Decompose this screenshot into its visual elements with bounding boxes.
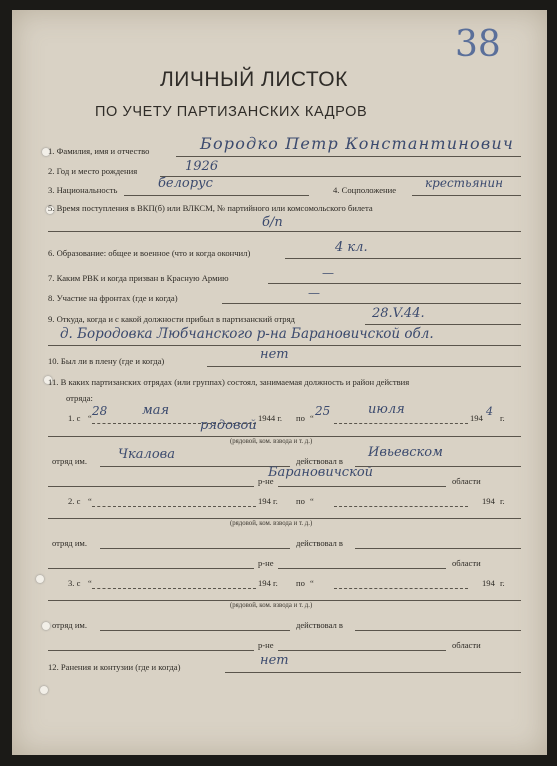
entry-2-number: 2. с	[68, 496, 81, 506]
entry-2-day-line	[92, 506, 116, 507]
field-6-value: 4 кл.	[335, 240, 368, 255]
entry-1-year-to-g: г.	[500, 413, 505, 423]
field-6-line	[285, 258, 521, 259]
field-10-line	[207, 366, 521, 367]
entry-3-year-from: 194 г.	[258, 578, 278, 588]
entry-1-otryad-line	[100, 466, 290, 467]
punch-hole	[42, 622, 50, 630]
entry-1-po: по	[296, 413, 305, 423]
field-1-value: Бородко Петр Константинович	[200, 134, 514, 153]
entry-1-rne-line-b	[278, 486, 446, 487]
entry-3-quote: “	[88, 578, 92, 588]
field-9-line-2	[48, 345, 521, 346]
entry-3-position-hint: (рядовой, ком. взвода и т. д.)	[230, 602, 313, 609]
entry-1-year-to: 194	[470, 413, 483, 423]
entry-3-deystvoval-line	[355, 630, 521, 631]
entry-2-rne-label: р-не	[258, 558, 274, 568]
field-12-label: 12. Ранения и контузии (где и когда)	[48, 662, 181, 672]
field-7-value: —	[322, 266, 334, 280]
document-subtitle: ПО УЧЕТУ ПАРТИЗАНСКИХ КАДРОВ	[95, 104, 368, 120]
entry-2-oblasti-label: области	[452, 558, 481, 568]
field-2-label: 2. Год и место рождения	[48, 166, 138, 176]
entry-1-rne-label: р-не	[258, 476, 274, 486]
entry-3-po: по	[296, 578, 305, 588]
field-3-line	[124, 195, 309, 196]
entry-1-to-day: 25	[315, 404, 331, 418]
entry-3-to-month-line	[334, 588, 468, 589]
field-3-label: 3. Национальность	[48, 185, 118, 195]
field-6-label: 6. Образование: общее и военное (что и когда окончил)	[48, 248, 251, 258]
entry-3-rne-label: р-не	[258, 640, 274, 650]
field-12-line	[225, 672, 521, 673]
field-4-label: 4. Соцположение	[333, 185, 397, 195]
entry-1-month: мая	[142, 403, 170, 418]
entry-2-otryad-line	[100, 548, 290, 549]
entry-2-deystvoval-line	[355, 548, 521, 549]
entry-1-otryad-label: отряд им.	[52, 456, 88, 466]
field-8-value: —	[308, 286, 320, 300]
entry-3-rne-line-a	[48, 650, 254, 651]
field-8-label: 8. Участие на фронтах (где и когда)	[48, 293, 178, 303]
field-9-line	[365, 324, 521, 325]
entry-2-month-line	[118, 506, 256, 507]
entry-3-position-line	[48, 600, 521, 601]
field-4-value: крестьянин	[425, 176, 504, 190]
entry-1-oblast: Барановичской	[268, 465, 374, 480]
entry-3-otryad-label: отряд им.	[52, 620, 88, 630]
field-1-line	[176, 156, 521, 157]
entry-3-number: 3. с	[68, 578, 81, 588]
field-8-line	[222, 303, 521, 304]
field-7-line	[268, 283, 521, 284]
entry-2-rne-line-a	[48, 568, 254, 569]
entry-2-rne-line-b	[278, 568, 446, 569]
field-9-value: 28.V.44.	[372, 306, 425, 321]
entry-1-number: 1. с	[68, 413, 81, 423]
field-9-value-2: д. Бородовка Любчанского р-на Барановичской обл.	[60, 326, 434, 342]
entry-3-year-to: 194	[482, 578, 495, 588]
entry-1-rne-line-a	[48, 486, 254, 487]
entry-1-detachment: Чкалова	[118, 447, 175, 462]
field-1-label: 1. Фамилия, имя и отчество	[48, 146, 150, 156]
entry-1-quote-2: “	[310, 413, 314, 423]
entry-3-year-to-g: г.	[500, 578, 505, 588]
field-11-label: 11. В каких партизанских отрядах (или группах) состоял, занимаемая должность и район действия	[48, 377, 410, 387]
field-12-value: нет	[260, 653, 289, 668]
field-7-label: 7. Каким РВК и когда призван в Красную Армию	[48, 273, 229, 283]
entry-2-quote-2: “	[310, 496, 314, 506]
entry-2-position-line	[48, 518, 521, 519]
entry-1-deystvoval-line	[355, 466, 521, 467]
entry-1-district: Ивьевском	[368, 445, 443, 460]
entry-3-otryad-line	[100, 630, 290, 631]
field-3-value: белорус	[158, 176, 213, 191]
entry-1-day-line	[92, 423, 116, 424]
entry-2-to-month-line	[334, 506, 468, 507]
entry-2-year-from: 194 г.	[258, 496, 278, 506]
entry-3-deystvoval-label: действовал в	[296, 620, 343, 630]
entry-2-po: по	[296, 496, 305, 506]
entry-3-month-line	[118, 588, 256, 589]
field-10-label: 10. Был ли в плену (где и когда)	[48, 356, 165, 366]
field-2-value: 1926	[185, 159, 219, 174]
entry-1-oblasti-label: области	[452, 476, 481, 486]
entry-1-position-line	[48, 436, 521, 437]
entry-2-year-to-g: г.	[500, 496, 505, 506]
entry-3-rne-line-b	[278, 650, 446, 651]
entry-2-position-hint: (рядовой, ком. взвода и т. д.)	[230, 520, 313, 527]
punch-hole	[36, 575, 44, 583]
entry-3-day-line	[92, 588, 116, 589]
entry-1-position: рядовой	[200, 418, 257, 433]
entry-1-position-hint: (рядовой, ком. взвода и т. д.)	[230, 438, 313, 445]
entry-1-to-month-line	[334, 423, 468, 424]
entry-1-quote: “	[88, 413, 92, 423]
field-4-line	[412, 195, 521, 196]
field-5-line	[48, 231, 521, 232]
entry-3-oblasti-label: области	[452, 640, 481, 650]
field-11-label-cont: отряда:	[66, 393, 93, 403]
field-5-value: б/п	[262, 215, 283, 230]
entry-1-day: 28	[92, 404, 108, 418]
entry-2-deystvoval-label: действовал в	[296, 538, 343, 548]
entry-1-to-month: июля	[368, 402, 405, 417]
field-5-label: 5. Время поступления в ВКП(б) или ВЛКСМ, № партийного или комсомольского билета	[48, 203, 373, 213]
document-title: ЛИЧНЫЙ ЛИСТОК	[160, 68, 348, 91]
punch-hole	[40, 686, 48, 694]
entry-2-year-to: 194	[482, 496, 495, 506]
page-number: 38	[455, 24, 501, 65]
entry-2-otryad-label: отряд им.	[52, 538, 88, 548]
entry-2-quote: “	[88, 496, 92, 506]
entry-1-year-to-hw: 4	[486, 405, 493, 418]
entry-1-year-from: 1944 г.	[258, 413, 283, 423]
entry-1-deystvoval-label: действовал в	[296, 456, 343, 466]
field-10-value: нет	[260, 347, 289, 362]
entry-3-quote-2: “	[310, 578, 314, 588]
field-9-label: 9. Откуда, когда и с какой должности прибыл в партизанский отряд	[48, 314, 295, 324]
